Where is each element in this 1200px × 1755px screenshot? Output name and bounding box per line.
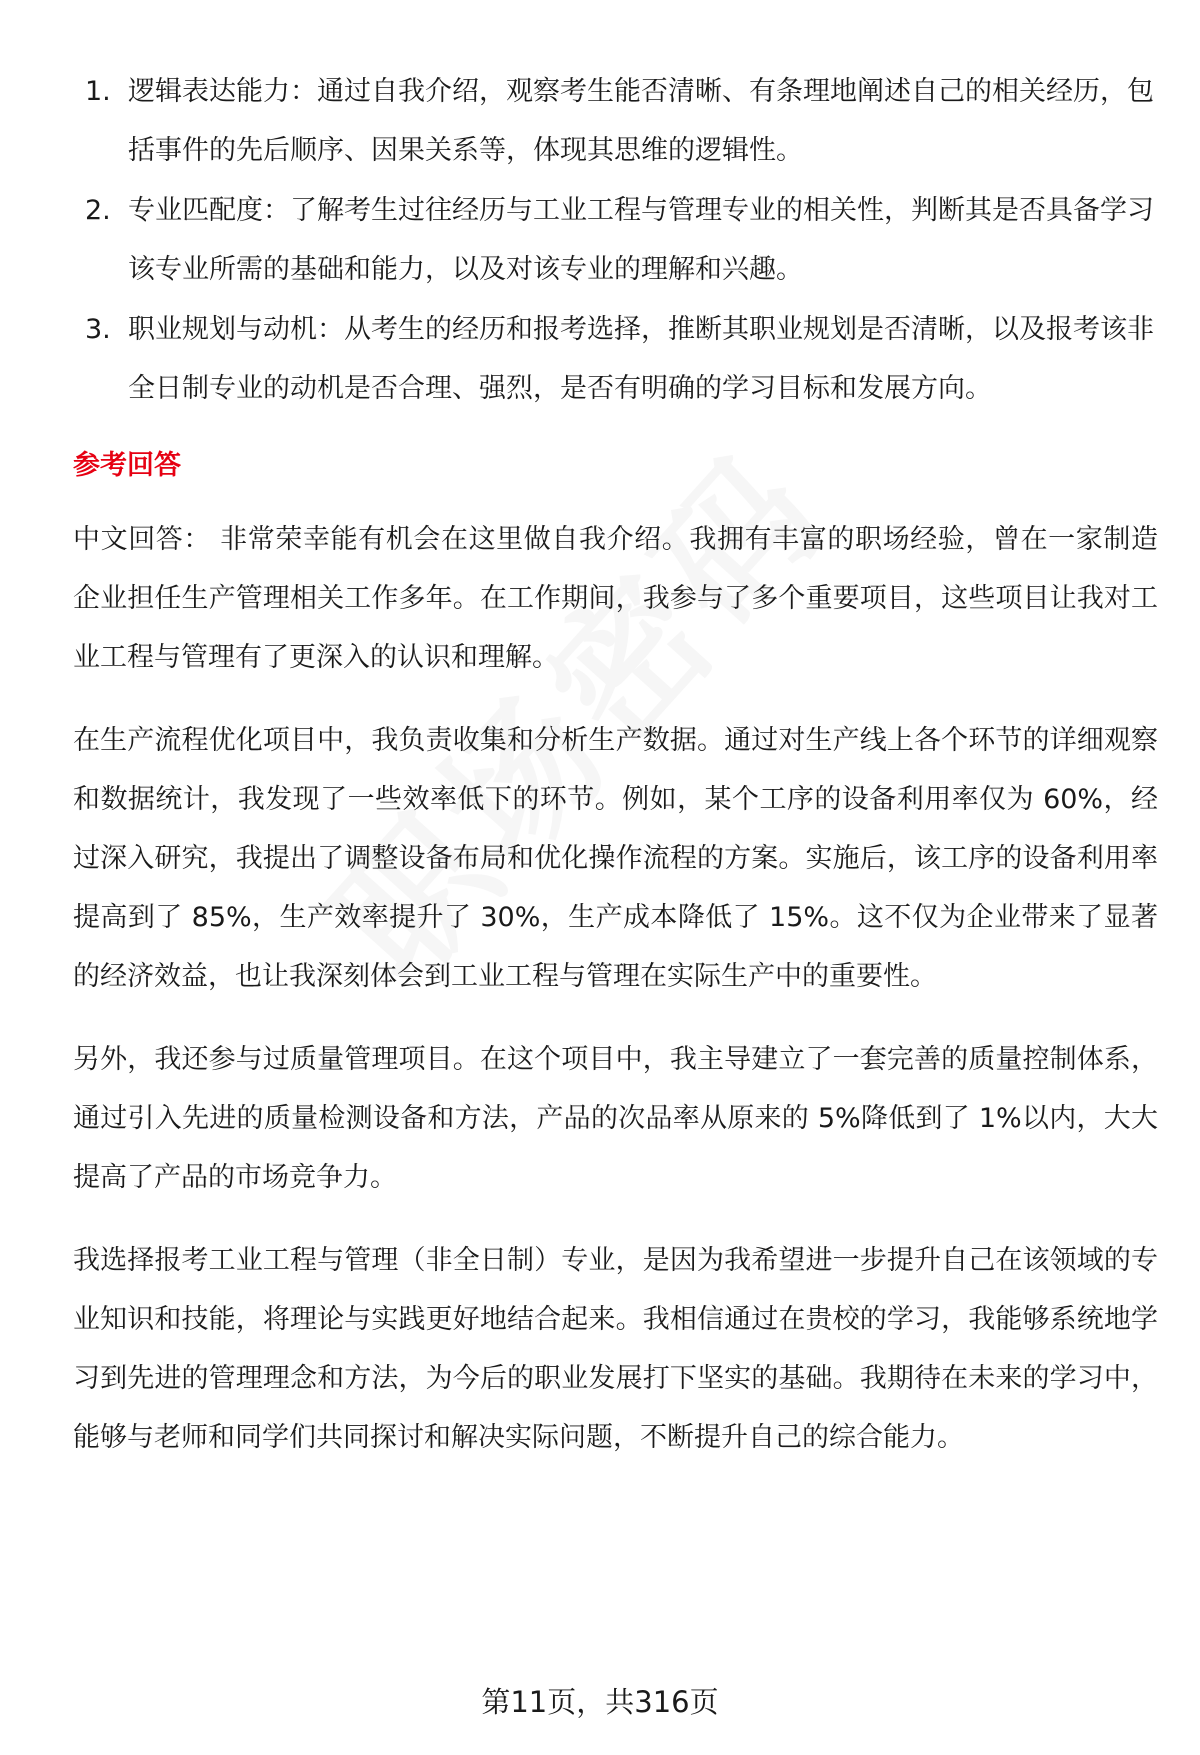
paragraph: 中文回答： 非常荣幸能有机会在这里做自我介绍。我拥有丰富的职场经验，曾在一家制造企业担任生产管理相关工作多年。在工作期间，我参与了多个重要项目，这些项目让我对工业工程与管理有了更深入的认识和理解。 — [73, 524, 1158, 673]
paragraph: 在生产流程优化项目中，我负责收集和分析生产数据。通过对生产线上各个环节的详细观察和数据统计，我发现了一些效率低下的环节。例如，某个工序的设备利用率仅为 60%，经过深入研究，我提出了调整设备布局和优化操作流程的方案。实施后，该工序的设备利用率提高到了 85%，生产效率提升了 30%，生产成本降低了 15%。这不仅为企业带来了显著的经济效益，也让我深刻体会到工业工程与管理在实际生产中的重要性。 — [73, 725, 1158, 992]
list-item-text: 逻辑表达能力：通过自我介绍，观察考生能否清晰、有条理地阐述自己的相关经历，包括事件的先后顺序、因果关系等，体现其思维的逻辑性。 — [128, 76, 1154, 166]
list-item-number: 1. — [85, 76, 111, 107]
document-page — [73, 62, 1158, 1491]
list-item — [73, 181, 1158, 299]
criteria-list — [73, 62, 1158, 418]
paragraph: 另外，我还参与过质量管理项目。在这个项目中，我主导建立了一套完善的质量控制体系，通过引入先进的质量检测设备和方法，产品的次品率从原来的 5%降低到了 1%以内，大大提高了产品的市场竞争力。 — [73, 1044, 1158, 1193]
paragraph: 我选择报考工业工程与管理（非全日制）专业，是因为我希望进一步提升自己在该领域的专业知识和技能，将理论与实践更好地结合起来。我相信通过在贵校的学习，我能够系统地学习到先进的管理理念和方法，为今后的职业发展打下坚实的基础。我期待在未来的学习中，能够与老师和同学们共同探讨和解决实际问题，不断提升自己的综合能力。 — [73, 1245, 1158, 1453]
list-item — [73, 300, 1158, 418]
list-item — [73, 62, 1158, 180]
page-number: 第11页，共316页 — [481, 1685, 719, 1719]
answer-heading: 参考回答 — [73, 450, 181, 481]
list-item-text: 专业匹配度：了解考生过往经历与工业工程与管理专业的相关性，判断其是否具备学习该专业所需的基础和能力，以及对该专业的理解和兴趣。 — [128, 195, 1154, 285]
list-item-number: 2. — [85, 195, 111, 226]
list-item-number: 3. — [85, 314, 111, 345]
list-item-text: 职业规划与动机：从考生的经历和报考选择，推断其职业规划是否清晰，以及报考该非全日制专业的动机是否合理、强烈，是否有明确的学习目标和发展方向。 — [128, 314, 1154, 404]
